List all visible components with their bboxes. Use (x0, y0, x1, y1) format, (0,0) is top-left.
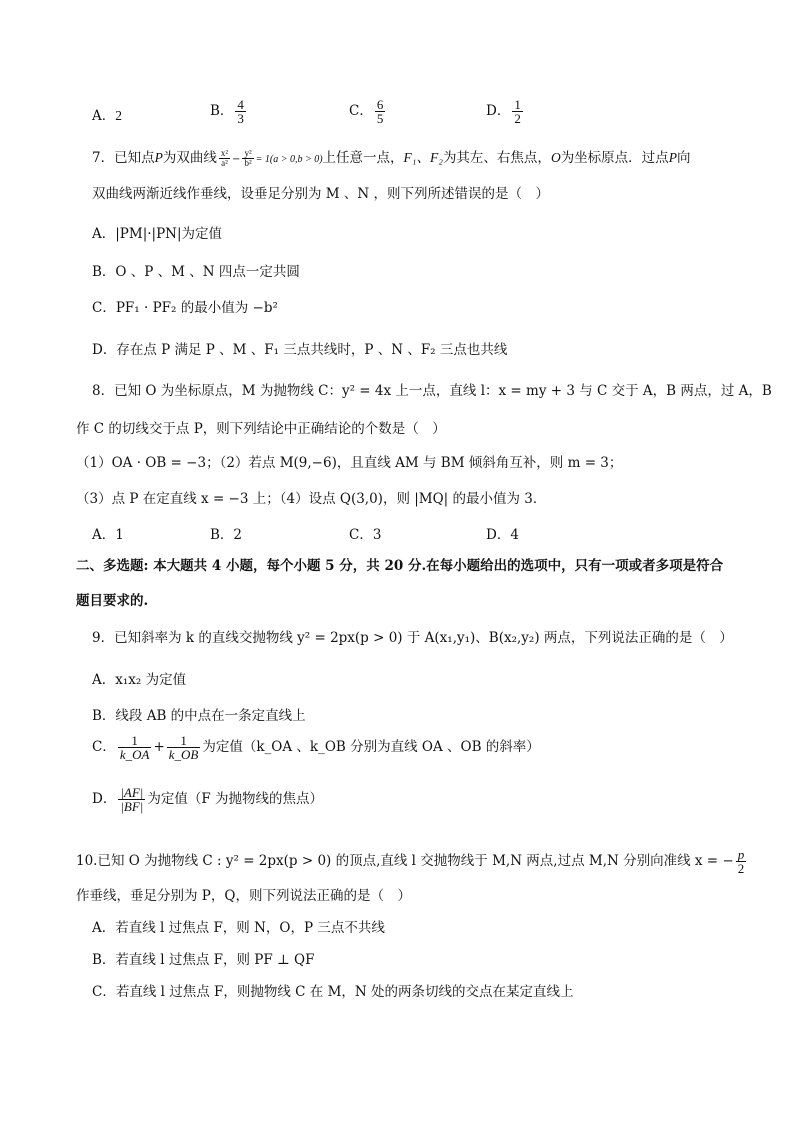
plus-sign: + (153, 739, 165, 755)
fraction-numerator: 4 (237, 97, 244, 112)
math-var: F₁、F₂ (403, 150, 443, 165)
fraction-denominator: a² (221, 158, 228, 168)
q8-option-b: B．2 (210, 527, 243, 543)
q7-stem-line2: 双曲线两渐近线作垂线，设垂足分别为 M 、N ，则下列所述错误的是（ ） (92, 186, 550, 202)
text: 为双曲线 (162, 150, 217, 166)
q8-option-a: A．1 (92, 527, 124, 543)
q6-option-c (349, 98, 387, 125)
q7-option-a: A．|PM|·|PN|为定值 (92, 226, 223, 242)
fraction-denominator: b² (244, 158, 252, 168)
math-var: O (550, 150, 561, 165)
text: 向 (676, 150, 691, 166)
text: 为坐标原点．过点 (560, 150, 669, 166)
fraction-numerator: 1 (131, 733, 138, 748)
fraction-denominator: 5 (376, 111, 384, 126)
q7-stem-line1 (92, 148, 690, 170)
option-fraction (235, 98, 246, 125)
q7-option-c: C．PF₁ · PF₂ 的最小值为 −b² (92, 300, 278, 316)
fraction-numerator: 1 (180, 733, 187, 748)
math-var: P (668, 150, 677, 165)
option-letter: D． (92, 791, 117, 807)
reciprocal-slope-ob (167, 734, 201, 761)
section-header-line1: 二、多选题: 本大题共 4 小题，每个小题 5 分，共 20 分.在每小题给出的选项中，只有一项或者多项是符合 (76, 558, 724, 574)
q8-condition-3-4: （3）点 P 在定直线 x = −3 上；（4）设点 Q(3,0)，则 |MQ| 的最小值为 3． (76, 491, 547, 507)
minus-sign: − (232, 154, 241, 165)
q7-option-d: D．存在点 P 满足 P 、M 、F₁ 三点共线时，P 、N 、F₂ 三点也共线 (92, 342, 508, 358)
hyperbola-frac-x (219, 149, 230, 168)
fraction-denominator: 2 (737, 861, 745, 876)
option-letter: C． (349, 103, 373, 119)
fraction-numerator: 6 (376, 97, 384, 112)
text: 7．已知点 (92, 150, 155, 166)
q8-option-c: C．3 (349, 527, 382, 543)
q10-stem-line1 (76, 848, 748, 875)
directrix-fraction (736, 848, 747, 875)
fraction-denominator: |BF| (120, 799, 144, 814)
fraction-denominator: 3 (237, 111, 244, 126)
option-letter: A． (92, 108, 116, 124)
q9-stem: 9．已知斜率为 k 的直线交抛物线 y² = 2px(p > 0) 于 A(x₁,y₁)、B(x₂,y₂) 两点，下列说法正确的是（ ） (92, 630, 733, 646)
option-fraction (375, 98, 386, 125)
text: 为定值（F 为抛物线的焦点） (147, 791, 324, 807)
q9-option-a: A．x₁x₂ 为定值 (92, 672, 187, 688)
hyperbola-condition: = 1(a > 0,b > 0) (255, 154, 323, 165)
q9-option-d (92, 786, 323, 813)
math-var: P (154, 150, 163, 165)
fraction-denominator: k_OB (168, 747, 199, 762)
q6-option-b (210, 98, 248, 125)
q9-option-b: B．线段 AB 的中点在一条定直线上 (92, 708, 306, 724)
q6-option-d (486, 98, 525, 125)
fraction-numerator: |AF| (120, 785, 144, 800)
fraction-numerator: x² (220, 148, 229, 158)
reciprocal-slope-oa (118, 734, 152, 761)
option-value: 2 (115, 108, 122, 123)
text: 上任意一点， (322, 150, 404, 166)
q9-option-c (92, 734, 540, 761)
q6-option-a (92, 106, 122, 126)
text: 10.已知 O 为抛物线 C : y² = 2px(p > 0) 的顶点,直线 l 交抛物线于 M,N 两点,过点 M,N 分别向准线 x = − (76, 853, 734, 869)
fraction-numerator: y² (244, 148, 252, 158)
focal-ratio (118, 786, 145, 813)
q8-stem-line1: 8．已知 O 为坐标原点，M 为抛物线 C：y² = 4x 上一点，直线 l：x = my + 3 与 C 交于 A，B 两点，过 A，B (92, 383, 772, 399)
option-letter: B． (210, 103, 234, 119)
fraction-denominator: k_OA (119, 747, 150, 762)
section-header-line2: 题目要求的. (76, 593, 149, 609)
fraction-denominator: 2 (514, 111, 521, 126)
option-letter: C． (92, 739, 116, 755)
q10-stem-line2: 作垂线，垂足分别为 P，Q，则下列说法正确的是（ ） (76, 888, 411, 904)
fraction-numerator: 1 (514, 97, 521, 112)
q10-option-b: B．若直线 l 过焦点 F，则 PF ⊥ QF (92, 952, 315, 968)
q7-option-b: B．O 、P 、M 、N 四点一定共圆 (92, 264, 300, 280)
fraction-numerator: p (737, 847, 745, 862)
option-letter: D． (486, 103, 511, 119)
q10-option-c: C．若直线 l 过焦点 F，则抛物线 C 在 M，N 处的两条切线的交点在某定直线上 (92, 984, 574, 1000)
q8-condition-1-2: （1）OA · OB = −3；（2）若点 M(9,−6)，且直线 AM 与 BM 倾斜角互补，则 m = 3； (76, 455, 623, 471)
q8-stem-line2: 作 C 的切线交于点 P，则下列结论中正确结论的个数是（ ） (76, 421, 446, 437)
hyperbola-frac-y (242, 149, 253, 168)
text: 为其左、右焦点， (442, 150, 551, 166)
q10-option-a: A．若直线 l 过焦点 F，则 N，O，P 三点不共线 (92, 920, 385, 936)
text: 为定值（k_OA 、k_OB 分别为直线 OA 、OB 的斜率） (202, 739, 540, 755)
q8-option-d: D．4 (486, 527, 519, 543)
option-fraction (512, 98, 523, 125)
